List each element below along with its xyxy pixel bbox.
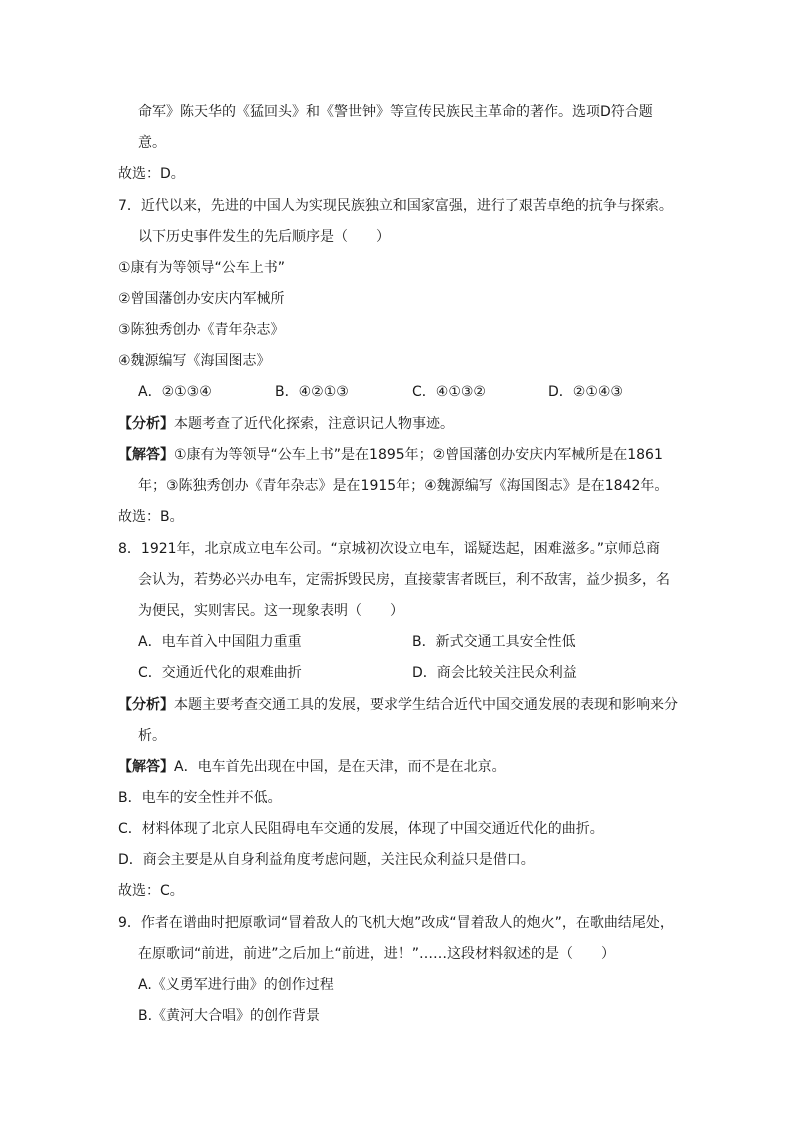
q9-option-a: A.《义勇军进行曲》的创作过程 — [138, 977, 334, 993]
q7-event: ④魏源编写《海国图志》 — [118, 353, 271, 369]
q7-solution — [118, 445, 663, 465]
q8-stem: 8．1921年，北京成立电车公司。“京城初次设立电车，谣疑迭起，困难滋多。”京师总商 — [118, 541, 661, 557]
q7-event: ①康有为等领导“公车上书” — [118, 260, 286, 276]
q7-stem: 以下历史事件发生的先后顺序是（ ） — [138, 229, 390, 245]
q7-option-d: D．②①④③ — [548, 384, 623, 400]
q6-answer-line: 意。 — [138, 135, 166, 151]
q8-solution-item: D．商会主要是从自身利益角度考虑问题，关注民众利益只是借口。 — [118, 852, 535, 868]
q8-option-d: D．商会比较关注民众利益 — [412, 665, 577, 681]
q7-conclusion: 故选：B。 — [118, 509, 184, 525]
q8-solution — [118, 757, 506, 777]
q8-conclusion: 故选：C。 — [118, 883, 184, 899]
solution-tag: 【解答】 — [118, 447, 174, 463]
analysis-tag: 【分析】 — [118, 416, 174, 432]
q6-answer-line: 命军》陈天华的《猛回头》和《警世钟》等宣传民族民主革命的著作。选项D符合题 — [138, 104, 653, 120]
q8-option-a: A．电车首入中国阻力重重 — [138, 634, 302, 650]
solution-tag: 【解答】 — [118, 759, 174, 775]
q7-stem: 7．近代以来，先进的中国人为实现民族独立和国家富强，进行了艰苦卓绝的抗争与探索。 — [118, 198, 673, 214]
q9-option-b: B.《黄河大合唱》的创作背景 — [138, 1008, 321, 1024]
q8-stem: 为便民，实则害民。这一现象表明（ ） — [138, 603, 404, 619]
q7-option-a: A．②①③④ — [138, 384, 212, 400]
q6-conclusion: 故选：D。 — [118, 166, 185, 182]
q7-event: ②曾国藩创办安庆内军械所 — [118, 291, 285, 307]
q8-option-c: C．交通近代化的艰难曲折 — [138, 665, 302, 681]
q8-analysis-cont: 析。 — [138, 728, 166, 744]
q7-analysis — [118, 414, 454, 434]
analysis-tag: 【分析】 — [118, 697, 174, 713]
q8-solution-item: B．电车的安全性并不低。 — [118, 790, 282, 806]
solution-text: ①康有为等领导“公车上书”是在1895年；②曾国藩创办安庆内军械所是在1861 — [174, 447, 663, 463]
q9-stem: 在原歌词“前进，前进”之后加上“前进，进！”……这段材料叙述的是（ ） — [138, 946, 616, 962]
q7-event: ③陈独秀创办《青年杂志》 — [118, 322, 285, 338]
q8-solution-item: C．材料体现了北京人民阻碍电车交通的发展，体现了中国交通近代化的曲折。 — [118, 821, 604, 837]
q7-option-c: C．④①③② — [412, 384, 486, 400]
q8-option-b: B．新式交通工具安全性低 — [412, 634, 576, 650]
q7-solution-cont: 年；③陈独秀创办《青年杂志》是在1915年；④魏源编写《海国图志》是在1842年。 — [138, 478, 669, 494]
q7-option-b: B．④②①③ — [275, 384, 349, 400]
q8-stem: 会认为，若势必兴办电车，定需拆毁民房，直接蒙害者既巨，利不敌害，益少损多，名 — [138, 572, 670, 588]
analysis-text: 本题考查了近代化探索，注意识记人物事迹。 — [174, 416, 454, 432]
q9-stem: 9．作者在谱曲时把原歌词“冒着敌人的飞机大炮”改成“冒着敌人的炮火”，在歌曲结尾处， — [118, 915, 674, 931]
analysis-text: 本题主要考查交通工具的发展，要求学生结合近代中国交通发展的表现和影响来分 — [174, 697, 678, 713]
solution-text: A．电车首先出现在中国，是在天津，而不是在北京。 — [174, 759, 506, 775]
q8-analysis — [118, 695, 678, 715]
